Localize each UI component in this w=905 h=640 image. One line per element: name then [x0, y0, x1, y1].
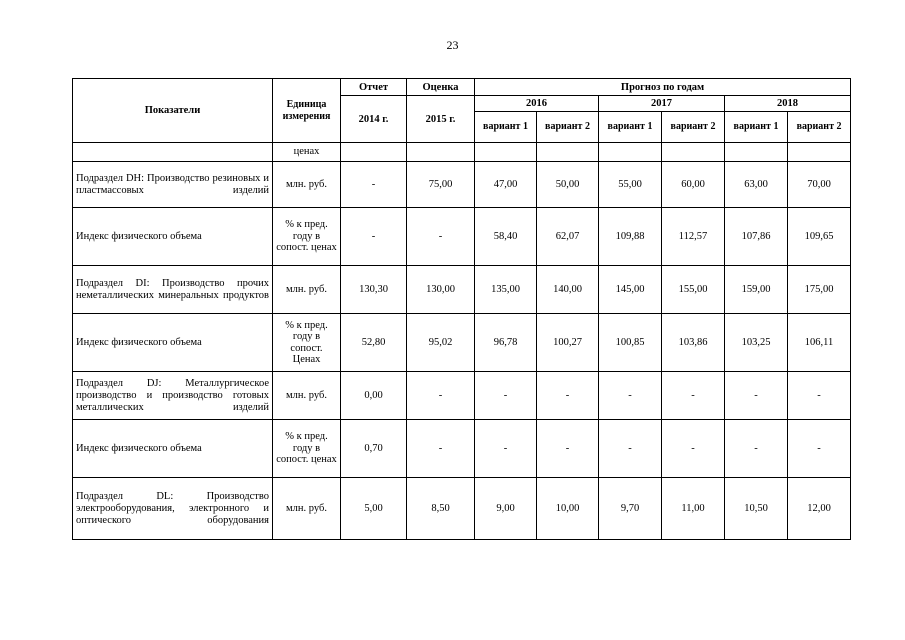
value-cell: 106,11 [788, 314, 851, 372]
page-number: 23 [446, 38, 459, 52]
value-cell: 75,00 [407, 162, 475, 208]
indicator-name: Подраздел DJ: Металлургическое производство и производство готовых металлических изделий [73, 372, 273, 420]
value-cell: 109,65 [788, 208, 851, 266]
unit-cell: млн. руб. [273, 162, 341, 208]
value-cell: 100,85 [599, 314, 662, 372]
value-cell: 159,00 [725, 266, 788, 314]
value-cell: 5,00 [341, 478, 407, 540]
value-cell: - [341, 162, 407, 208]
value-cell: - [725, 372, 788, 420]
header-variant: вариант 1 [725, 112, 788, 143]
header-indicators: Показатели [73, 79, 273, 143]
value-cell: 112,57 [662, 208, 725, 266]
value-cell: 10,00 [537, 478, 599, 540]
value-cell: 130,00 [407, 266, 475, 314]
value-cell: - [537, 420, 599, 478]
table-row [73, 478, 851, 540]
value-cell: 0,70 [341, 420, 407, 478]
table-row [73, 372, 851, 420]
value-cell: 70,00 [788, 162, 851, 208]
value-cell: 145,00 [599, 266, 662, 314]
value-cell: 103,25 [725, 314, 788, 372]
header-variant: вариант 2 [662, 112, 725, 143]
value-cell: 10,50 [725, 478, 788, 540]
unit-cell: млн. руб. [273, 478, 341, 540]
value-cell: - [537, 372, 599, 420]
value-cell: 50,00 [537, 162, 599, 208]
value-cell: 107,86 [725, 208, 788, 266]
table-row-carryover [73, 143, 851, 162]
value-cell: 96,78 [475, 314, 537, 372]
value-cell: - [662, 420, 725, 478]
table-row [73, 208, 851, 266]
indicator-name: Подраздел DL: Производство электрооборудования, электронного и оптического оборудования [73, 478, 273, 540]
value-cell: - [407, 420, 475, 478]
indicator-name: Индекс физического объема [73, 208, 273, 266]
value-cell: - [662, 372, 725, 420]
indicator-name: Подраздел DI: Производство прочих неметаллических минеральных продуктов [73, 266, 273, 314]
value-cell: 155,00 [662, 266, 725, 314]
value-cell: 8,50 [407, 478, 475, 540]
header-forecast: Прогноз по годам [475, 79, 851, 96]
value-cell: 95,02 [407, 314, 475, 372]
header-year-2018: 2018 [725, 96, 851, 112]
unit-cell: ценах [273, 143, 341, 162]
indicator-name: Индекс физического объема [73, 314, 273, 372]
header-variant: вариант 2 [537, 112, 599, 143]
value-cell: 130,30 [341, 266, 407, 314]
table-row [73, 314, 851, 372]
indicator-name: Подраздел DH: Производство резиновых и пластмассовых изделий [73, 162, 273, 208]
value-cell: 135,00 [475, 266, 537, 314]
value-cell: 11,00 [662, 478, 725, 540]
unit-cell: % к пред. году в сопост. Ценах [273, 314, 341, 372]
header-report: Отчет [341, 79, 407, 96]
value-cell: 62,07 [537, 208, 599, 266]
value-cell: 140,00 [537, 266, 599, 314]
forecast-table [72, 78, 851, 540]
value-cell: 9,00 [475, 478, 537, 540]
value-cell: 47,00 [475, 162, 537, 208]
header-unit: Единица измерения [273, 79, 341, 143]
header-estimate: Оценка [407, 79, 475, 96]
value-cell: - [407, 372, 475, 420]
unit-cell: % к пред. году в сопост. ценах [273, 208, 341, 266]
value-cell: 63,00 [725, 162, 788, 208]
value-cell: - [475, 372, 537, 420]
value-cell: - [788, 372, 851, 420]
value-cell: 100,27 [537, 314, 599, 372]
value-cell: 12,00 [788, 478, 851, 540]
value-cell: 58,40 [475, 208, 537, 266]
header-estimate-year: 2015 г. [407, 96, 475, 143]
header-variant: вариант 2 [788, 112, 851, 143]
header-variant: вариант 1 [599, 112, 662, 143]
value-cell: 9,70 [599, 478, 662, 540]
table-row [73, 162, 851, 208]
value-cell: 175,00 [788, 266, 851, 314]
value-cell: - [475, 420, 537, 478]
unit-cell: млн. руб. [273, 266, 341, 314]
table-row [73, 420, 851, 478]
value-cell: - [599, 372, 662, 420]
value-cell: 52,80 [341, 314, 407, 372]
header-year-2016: 2016 [475, 96, 599, 112]
value-cell: - [788, 420, 851, 478]
indicator-name: Индекс физического объема [73, 420, 273, 478]
value-cell: - [599, 420, 662, 478]
header-report-year: 2014 г. [341, 96, 407, 143]
value-cell: 55,00 [599, 162, 662, 208]
value-cell: 109,88 [599, 208, 662, 266]
header-year-2017: 2017 [599, 96, 725, 112]
unit-cell: млн. руб. [273, 372, 341, 420]
value-cell: 103,86 [662, 314, 725, 372]
header-row-1 [73, 79, 851, 96]
header-variant: вариант 1 [475, 112, 537, 143]
value-cell: 0,00 [341, 372, 407, 420]
value-cell: - [725, 420, 788, 478]
table-row [73, 266, 851, 314]
value-cell: - [341, 208, 407, 266]
unit-cell: % к пред. году в сопост. ценах [273, 420, 341, 478]
value-cell: - [407, 208, 475, 266]
value-cell: 60,00 [662, 162, 725, 208]
